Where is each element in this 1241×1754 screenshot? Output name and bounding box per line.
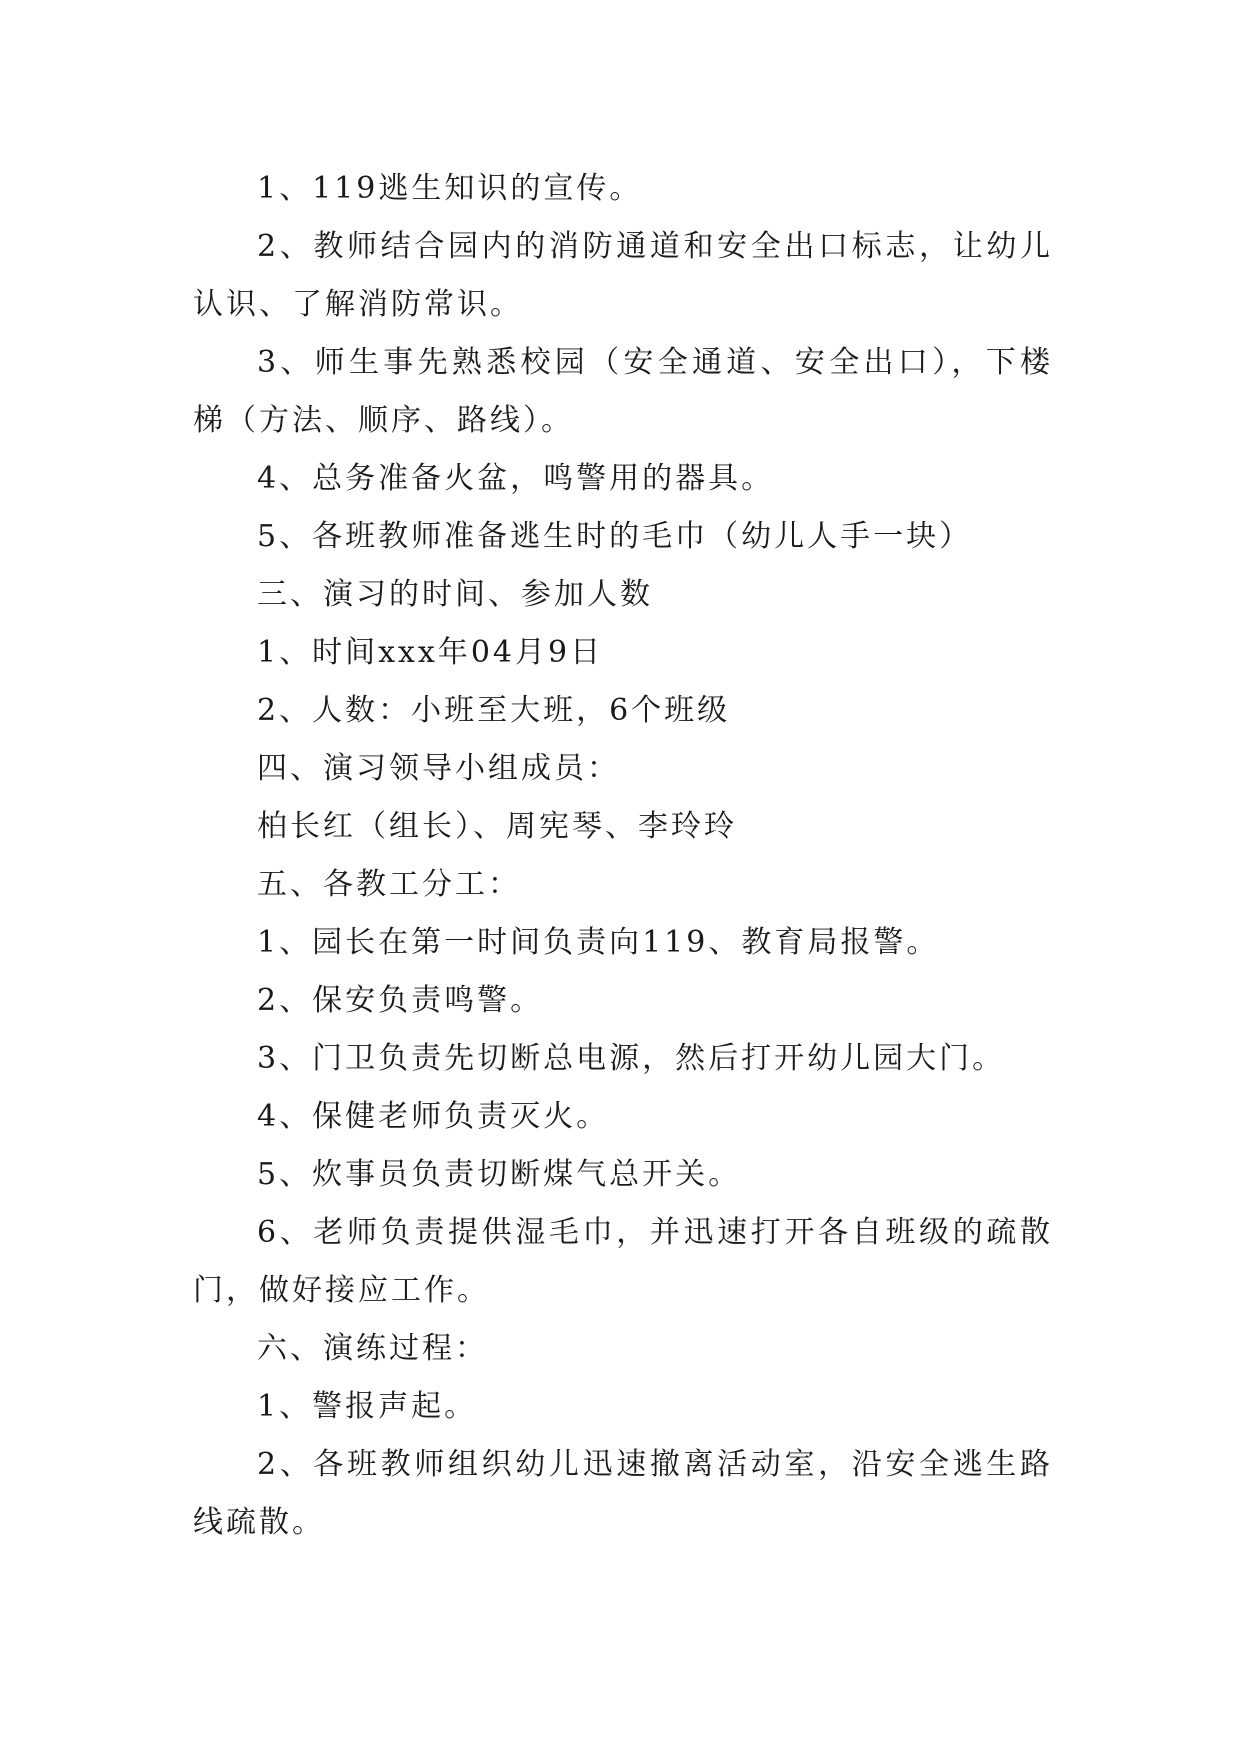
paragraph: 2、保安负责鸣警。: [257, 983, 544, 1018]
paragraph: 4、保健老师负责灭火。: [257, 1099, 610, 1134]
paragraph: 1、警报声起。: [257, 1389, 478, 1424]
paragraph: 1、119逃生知识的宣传。: [257, 171, 643, 206]
section-heading: 三、演习的时间、参加人数: [257, 577, 653, 612]
section-heading: 四、演习领导小组成员：: [257, 751, 620, 786]
paragraph: 2、人数：小班至大班，6个班级: [257, 693, 731, 728]
section-heading: 五、各教工分工：: [257, 867, 521, 902]
paragraph: 5、各班教师准备逃生时的毛巾（幼儿人手一块）: [257, 519, 973, 554]
paragraph: 5、炊事员负责切断煤气总开关。: [257, 1157, 742, 1192]
paragraph: 2、各班教师组织幼儿迅速撤离活动室，沿安全逃生路线疏散。: [193, 1447, 1053, 1540]
section-heading: 六、演练过程：: [257, 1331, 488, 1366]
paragraph: 2、教师结合园内的消防通道和安全出口标志，让幼儿认识、了解消防常识。: [193, 229, 1053, 322]
paragraph: 柏长红（组长）、周宪琴、李玲玲: [257, 809, 737, 844]
paragraph: 6、老师负责提供湿毛巾，并迅速打开各自班级的疏散门，做好接应工作。: [193, 1215, 1053, 1308]
paragraph: 3、师生事先熟悉校园（安全通道、安全出口），下楼梯（方法、顺序、路线）。: [193, 345, 1053, 438]
paragraph: 3、门卫负责先切断总电源，然后打开幼儿园大门。: [257, 1041, 1006, 1076]
document-body: [193, 160, 1053, 1552]
paragraph: 4、总务准备火盆，鸣警用的器具。: [257, 461, 775, 496]
paragraph: 1、时间xxx年04月9日: [257, 635, 604, 670]
paragraph: 1、园长在第一时间负责向119、教育局报警。: [257, 925, 940, 960]
